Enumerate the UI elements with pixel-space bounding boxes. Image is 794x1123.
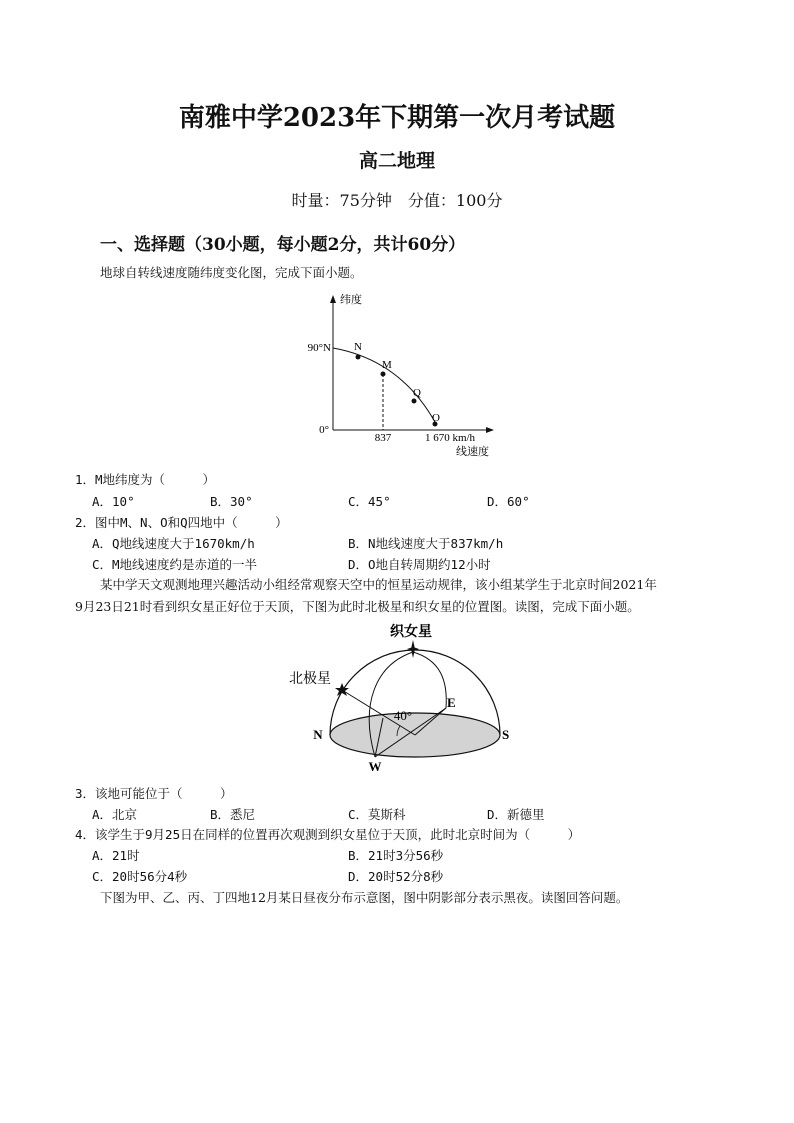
label-q: Q [413,387,421,399]
section-heading: 一、选择题（30小题，每小题2分，共计60分） [100,235,466,255]
q2-option-d: D．O地自转周期约12小时 [348,557,491,572]
celestial-sphere-figure [280,620,530,778]
q3-option-a: A．北京 [92,807,138,822]
q4-option-d: D．20时52分8秒 [348,869,444,884]
q2-stem: 2．图中M、N、O和Q四地中（ ） [75,515,288,530]
dir-w: W [368,759,382,774]
exam-title: 南雅中学2023年下期第一次月考试题 [178,103,616,133]
q3-option-b: B．悉尼 [210,807,256,822]
q3-option-d: D．新德里 [487,807,545,822]
meridian-arc-e [413,652,446,708]
q1-stem: 1．M地纬度为（ ） [75,472,216,487]
y-bottom-label: 0° [319,424,329,436]
polaris-label: 北极星 [289,672,331,687]
q1-option-c: C．45° [348,494,391,509]
q4-option-a: A．21时 [92,848,140,863]
q3-stem: 3．该地可能位于（ ） [75,786,233,801]
point-q [412,399,417,404]
dir-e: E [447,695,456,710]
q4-option-b: B．21时3分56秒 [348,848,444,863]
x-tick-1670: 1 670 km/h [424,432,476,444]
point-m [381,372,386,377]
label-o: O [432,412,440,424]
q2-option-a: A．Q地线速度大于1670km/h [92,536,255,551]
intro-text: 地球自转线速度随纬度变化图，完成下面小题。 [100,265,363,280]
q4-option-c: C．20时56分4秒 [92,869,188,884]
passage2-line1: 某中学天文观测地理兴趣活动小组经常观察天空中的恒星运动规律，该小组某学生于北京时间2021年 [100,577,657,592]
y-top-label: 90°N [307,342,331,354]
y-axis-label: 纬度 [340,294,362,306]
point-n [356,355,361,360]
dir-n: N [313,727,323,742]
dir-s: S [502,727,510,742]
x-axis-label: 线速度 [456,446,489,458]
x-axis-arrow [486,427,494,433]
angle-label: 40° [393,708,413,723]
q1-option-b: B．30° [210,494,253,509]
vega-label: 织女星 [390,625,432,640]
q4-stem: 4．该学生于9月25日在同样的位置再次观测到织女星位于天顶，此时北京时间为（ ） [75,827,581,842]
latitude-speed-figure [290,290,510,465]
passage3-line1: 下图为甲、乙、丙、丁四地12月某日昼夜分布示意图，图中阴影部分表示黑夜。读图回答问题。 [100,890,629,905]
q2-option-b: B．N地线速度大于837km/h [348,536,504,551]
q1-option-d: D．60° [487,494,530,509]
passage2-line2: 9月23日21时看到织女星正好位于天顶，下图为此时北极星和织女星的位置图。读图，完成下面小题。 [75,599,640,614]
q3-option-c: C．莫斯科 [348,807,406,822]
exam-subject: 高二地理 [358,150,435,172]
x-tick-837: 837 [374,432,392,444]
y-axis-arrow [330,295,336,303]
q1-option-a: A．10° [92,494,135,509]
label-n: N [354,341,362,353]
label-m: M [382,359,392,371]
q2-option-c: C．M地线速度约是赤道的一半 [92,557,258,572]
exam-meta: 时量：75分钟 分值：100分 [291,191,503,210]
